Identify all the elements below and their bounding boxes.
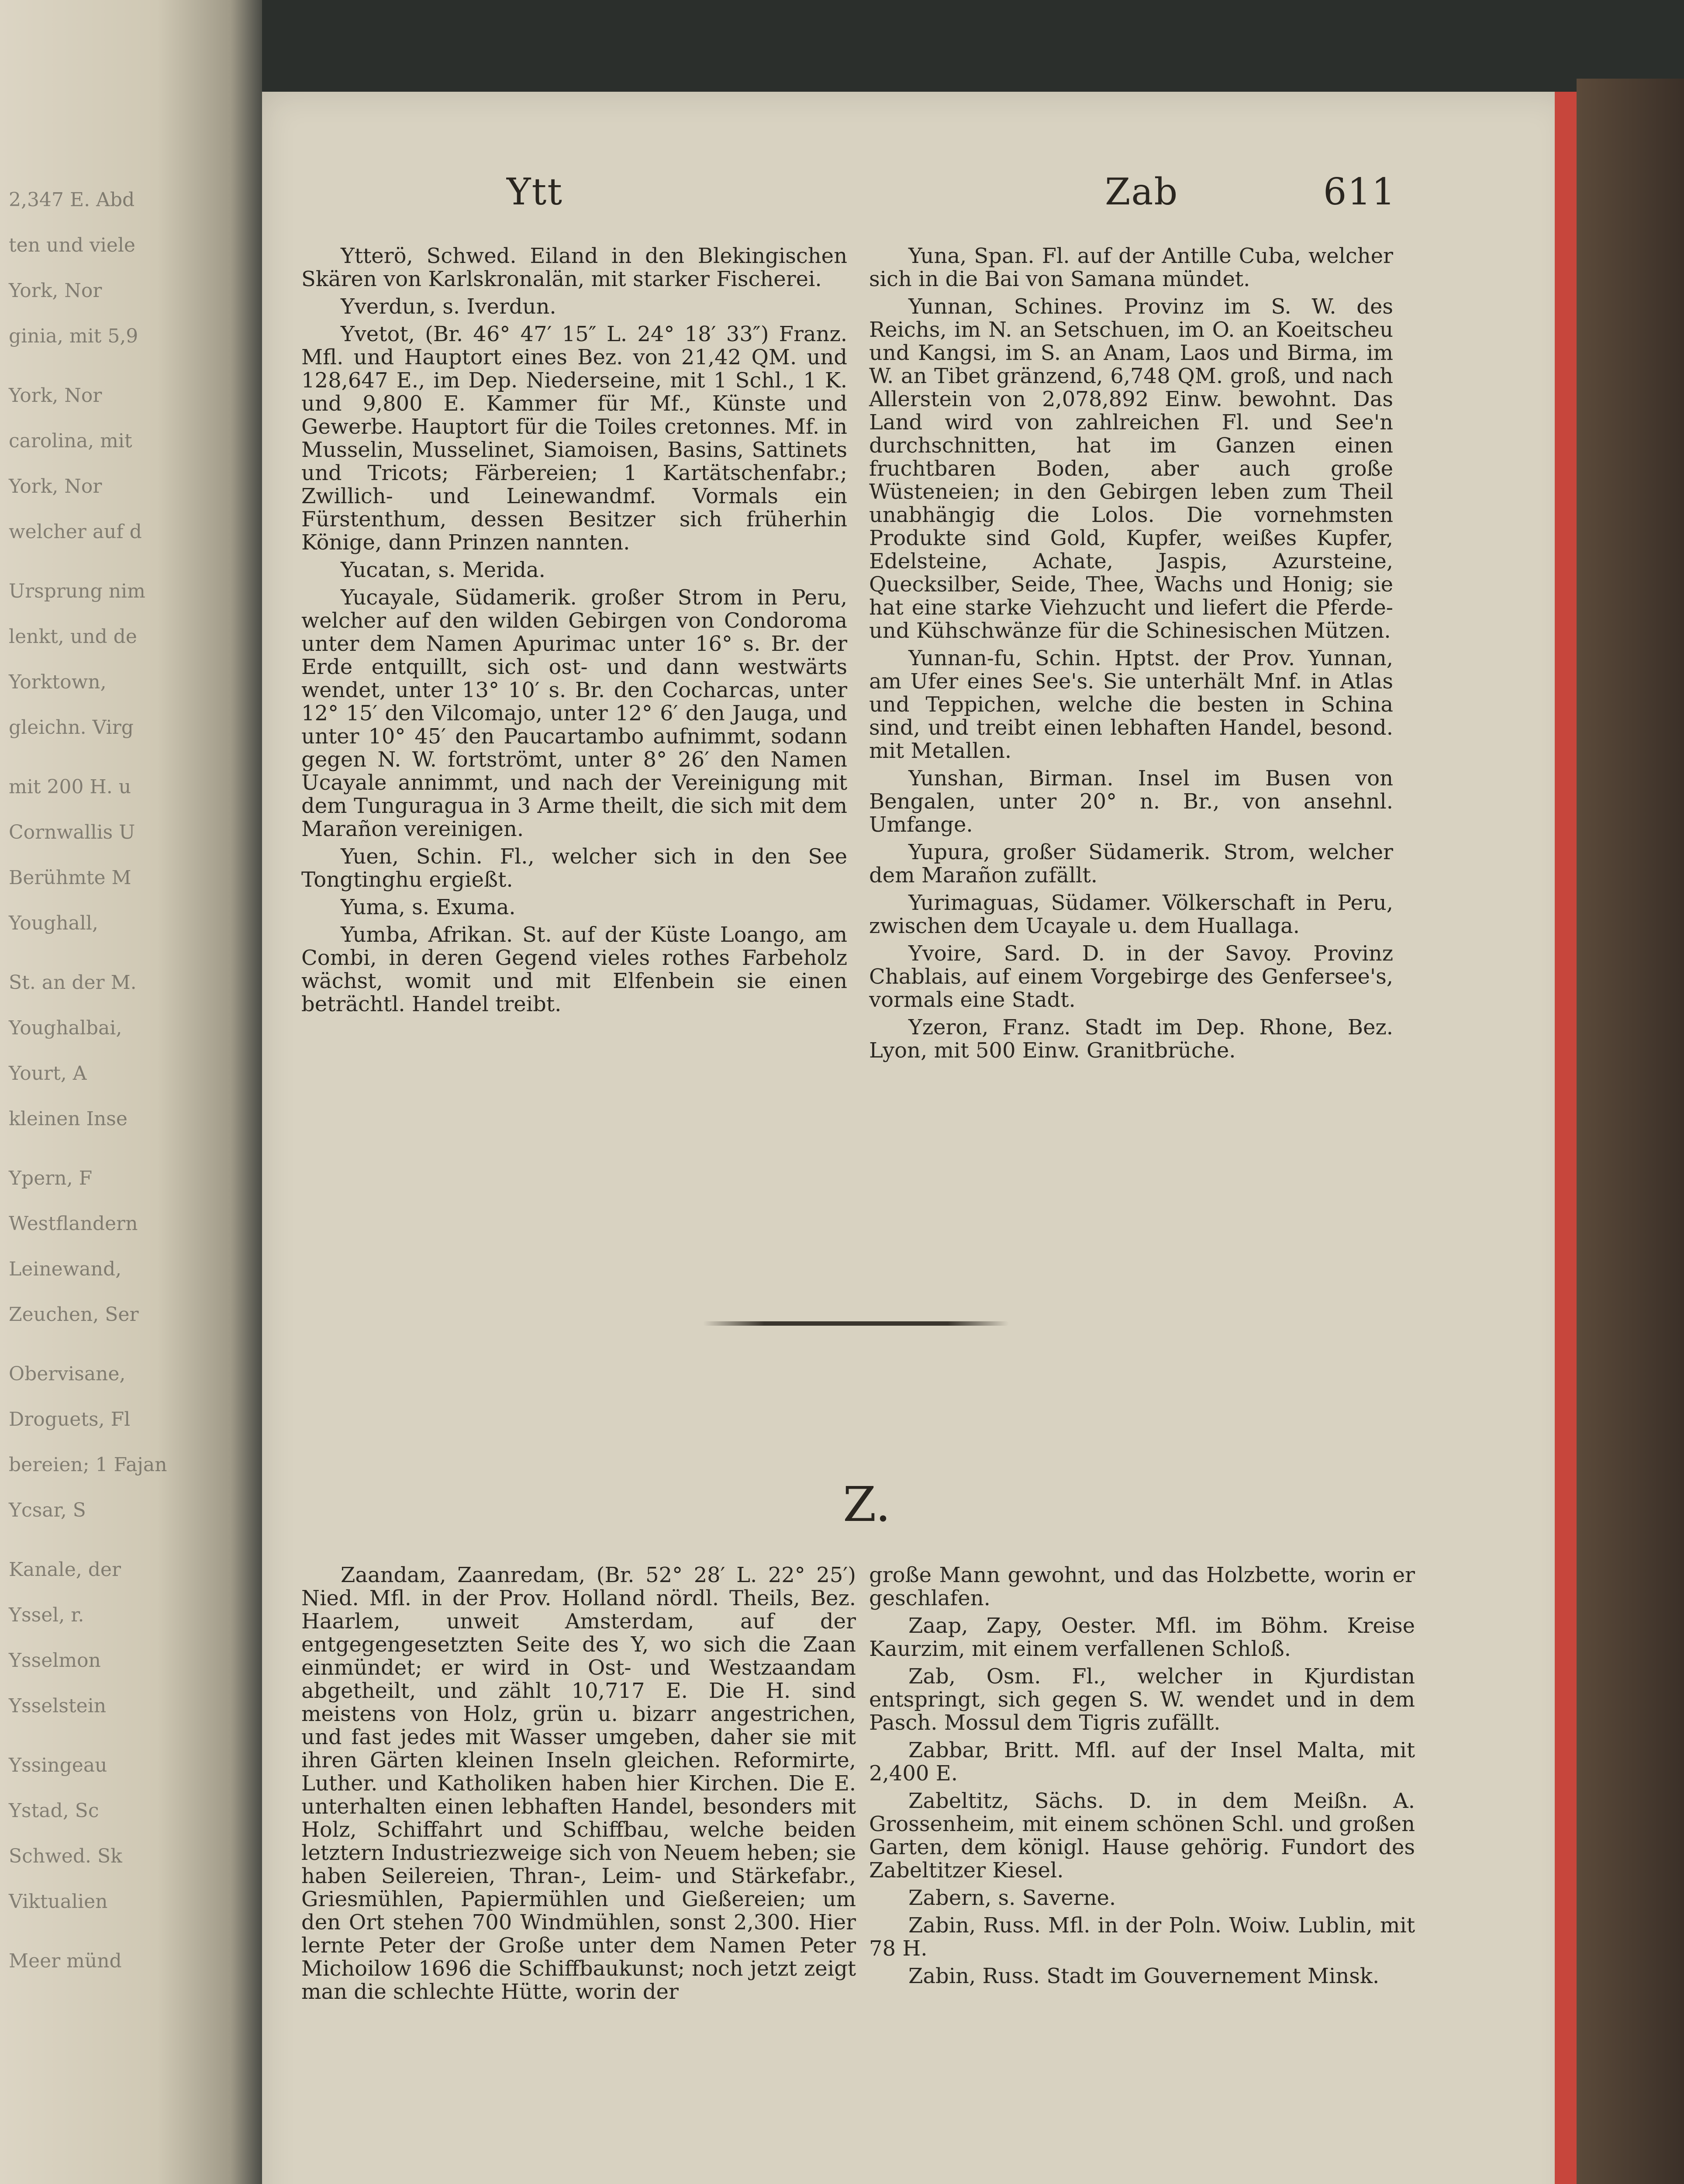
left-page-line: gleichn. Virg — [9, 716, 134, 739]
left-page-line: Cornwallis U — [9, 821, 135, 843]
entry-yupura: Yupura, großer Südamerik. Strom, welcher dem Marañon zufällt. — [869, 840, 1393, 888]
left-page-line: kleinen Inse — [9, 1108, 128, 1130]
entry-zabern: Zabern, s. Saverne. — [908, 1886, 1116, 1910]
entry-yunshan: Yunshan, Birman. Insel im Busen von Bengalen, unter 20° n. Br., von ansehnl. Umfange. — [869, 766, 1393, 837]
left-page-line: Leinewand, — [9, 1258, 122, 1280]
header-left-guideword: Ytt — [507, 170, 563, 213]
left-page-line: Yorktown, — [9, 671, 107, 693]
column-2 — [869, 245, 1393, 1067]
left-page-text — [9, 188, 253, 1994]
entry-yvetot: Yvetot, (Br. 46° 47′ 15″ L. 24° 18′ 33″) Franz. Mfl. und Hauptort eines Bez. von 21,42 QM. und 128,647 E., im Dep. Niederseine, mit 1 Schl., 1 K. und 9,800 E. Kammer für Mf., Künste und Gewerbe. Hauptort für die Toiles cretonnes. Mf. in Musselin, Musselinet, Siamoisen, Basins, Sattinets und Tricots; Färbereien; 1 Kartätschenfabr.; Zwillich- und Leinewandmf. Vormals ein Fürstenthum, dessen Besitzer sich früherhin Könige, dann Prinzen nannten. — [301, 322, 847, 555]
entry-zabin-lublin: Zabin, Russ. Mfl. in der Poln. Woiw. Lublin, mit 78 H. — [869, 1913, 1415, 1961]
entry-zaandam-continued: große Mann gewohnt, und das Holzbette, worin er geschlafen. — [869, 1563, 1415, 1610]
section-letter: Z. — [843, 1476, 891, 1532]
entry-yuma: Yuma, s. Exuma. — [341, 895, 516, 919]
entry-yucayale: Yucayale, Südamerik. großer Strom in Peru, welcher auf den wilden Gebirgen von Condoroma unter dem Namen Apurimac unter 16° s. Br. der Erde entquillt, sich ost- und dann westwärts wendet, unter 13° 10′ s. Br. den Cocharcas, unter 12° 15′ den Vilcomajo, unter 12° 6′ den Jauga, und unter 10° 45′ den Paucartambo aufnimmt, sodann gegen N. W. fortströmt, unter 8° 26′ den Namen Ucayale annimmt, und nach der Vereinigung mit dem Tunguragua in 3 Arme theilt, die sich mit dem Marañon vereinigen. — [301, 585, 847, 841]
entry-yvoire: Yvoire, Sard. D. in der Savoy. Provinz Chablais, auf einem Vorgebirge des Genfersee's, vormals eine Stadt. — [869, 941, 1393, 1012]
entry-yucatan: Yucatan, s. Merida. — [341, 558, 545, 582]
left-page-line: Meer münd — [9, 1950, 122, 1972]
left-page-line: carolina, mit — [9, 430, 132, 452]
left-page-line: Obervisane, — [9, 1363, 126, 1385]
left-page-line: Ycsar, S — [9, 1499, 86, 1521]
column-4 — [869, 1564, 1415, 1992]
left-page-line: York, Nor — [9, 475, 102, 498]
entry-zabbar: Zabbar, Britt. Mfl. auf der Insel Malta, mit 2,400 E. — [869, 1738, 1415, 1786]
left-page-line: mit 200 H. u — [9, 776, 131, 798]
left-page-line: York, Nor — [9, 384, 102, 407]
book-cover-board — [1577, 79, 1684, 2184]
left-page-line: Zeuchen, Ser — [9, 1303, 139, 1326]
red-page-edge — [1555, 92, 1577, 2184]
left-page-line: Schwed. Sk — [9, 1845, 122, 1867]
left-page-line: Droguets, Fl — [9, 1408, 131, 1431]
left-page-line: Viktualien — [9, 1890, 108, 1913]
entry-yverdun: Yverdun, s. Iverdun. — [341, 294, 556, 319]
left-page-line: Yssel, r. — [9, 1604, 84, 1626]
left-page-line: St. an der M. — [9, 971, 137, 994]
entry-zaap: Zaap, Zapy, Oester. Mfl. im Böhm. Kreise Kaurzim, mit einem verfallenen Schloß. — [869, 1614, 1415, 1661]
left-page-line: Youghalbai, — [9, 1017, 122, 1039]
left-page-line: lenkt, und de — [9, 625, 137, 648]
left-page-edge — [0, 0, 262, 2184]
left-page-line: Westflandern — [9, 1213, 138, 1235]
entry-yurimaguas: Yurimaguas, Südamer. Völkerschaft in Peru, zwischen dem Ucayale u. dem Huallaga. — [869, 891, 1393, 938]
left-page-line: ginia, mit 5,9 — [9, 325, 138, 347]
column-3 — [301, 1564, 856, 2008]
header-right-guideword: Zab — [1105, 170, 1179, 213]
entry-yuen: Yuen, Schin. Fl., welcher sich in den See Tongtinghu ergießt. — [301, 844, 847, 892]
entry-zabeltitz: Zabeltitz, Sächs. D. in dem Meißn. A. Grossenheim, mit einem schönen Schl. und großen Garten, dem königl. Hause gehörig. Fundort des Zabeltitzer Kiesel. — [869, 1789, 1415, 1883]
left-page-line: Kanale, der — [9, 1559, 121, 1581]
page-number: 611 — [1323, 170, 1396, 213]
entry-yuna: Yuna, Span. Fl. auf der Antille Cuba, welcher sich in die Bai von Samana mündet. — [869, 244, 1393, 291]
left-page-line: Ypern, F — [9, 1167, 93, 1189]
left-page-line: Yssingeau — [9, 1754, 107, 1776]
left-page-line: Ysselstein — [9, 1695, 107, 1717]
left-page-line: Ysselmon — [9, 1649, 101, 1672]
left-page-line: Ystad, Sc — [9, 1800, 99, 1822]
column-1 — [301, 245, 847, 1020]
entry-yunnan-fu: Yunnan-fu, Schin. Hptst. der Prov. Yunnan, am Ufer eines See's. Sie unterhält Mnf. in Atlas und Teppichen, welche die besten in Schina sind, und treibt einen lebhaften Handel, besond. mit Metallen. — [869, 646, 1393, 763]
entry-yunnan: Yunnan, Schines. Provinz im S. W. des Reichs, im N. an Setschuen, im O. an Koeitscheu und Kangsi, im S. an Anam, Laos und Birma, im W. an Tibet gränzend, 6,748 QM. groß, und nach Allerstein von 2,078,892 Einw. bewohnt. Das Land wird von zahlreichen Fl. und See'n durchschnitten, hat im Ganzen einen fruchtbaren Boden, aber auch große Wüsteneien; in den Gebirgen leben zum Theil unabhängig die Lolos. Die vornehmsten Produkte sind Gold, Kupfer, weißes Kupfer, Edelsteine, Achate, Jaspis, Azursteine, Quecksilber, Seide, Thee, Wachs und Honig; sie hat eine starke Viehzucht und liefert die Pferde- und Kühschwänze für die Schinesischen Mützen. — [869, 294, 1393, 643]
section-divider — [703, 1321, 1009, 1326]
entry-zab: Zab, Osm. Fl., welcher in Kjurdistan entspringt, sich gegen S. W. wendet und in dem Pasch. Mossul dem Tigris zufällt. — [869, 1664, 1415, 1735]
left-page-line: Youghall, — [9, 912, 98, 934]
entry-ytteroe: Ytterö, Schwed. Eiland in den Blekingischen Skären von Karlskronalän, mit starker Fischerei. — [301, 244, 847, 291]
entry-yzeron: Yzeron, Franz. Stadt im Dep. Rhone, Bez. Lyon, mit 500 Einw. Granitbrüche. — [869, 1015, 1393, 1063]
left-page-line: Yourt, A — [9, 1062, 87, 1085]
left-page-line: Ursprung nim — [9, 580, 145, 602]
entry-zaandam: Zaandam, Zaanredam, (Br. 52° 28′ L. 22° 25′) Nied. Mfl. in der Prov. Holland nördl. Theils, Bez. Haarlem, unweit Amsterdam, auf der entgegengesetzten Seite des Y, wo sich die Zaan einmündet; er wird in Ost- und Westzaandam abgetheilt, und zählt 10,717 E. Die H. sind meistens von Holz, grün u. bizarr angestrichen, und fast jedes mit Wasser umgeben, daher sie mit ihren Gärten kleinen Inseln gleichen. Reformirte, Luther. und Katholiken haben hier Kirchen. Die E. unterhalten einen lebhaften Handel, besonders mit Holz, Schiffahrt und Schiffbau, welche beiden letztern Industriezweige sich von Neuem heben; sie haben Seilereien, Thran-, Leim- und Stärkefabr., Griesmühlen, Papiermühlen und Gießereien; um den Ort stehen 700 Windmühlen, sonst 2,300. Hier lernte Peter der Große unter dem Namen Peter Michoilow 1696 die Schiffbaukunst; noch jetzt zeigt man die schlechte Hütte, worin der — [301, 1563, 856, 2004]
left-page-line: York, Nor — [9, 280, 102, 302]
entry-zabin-minsk: Zabin, Russ. Stadt im Gouvernement Minsk. — [908, 1964, 1380, 1988]
left-page-line: ten und viele — [9, 234, 135, 256]
left-page-line: welcher auf d — [9, 521, 142, 543]
left-page-line: bereien; 1 Fajan — [9, 1454, 167, 1476]
left-page-line: 2,347 E. Abd — [9, 189, 135, 211]
left-page-line: Berühmte M — [9, 867, 131, 889]
entry-yumba: Yumba, Afrikan. St. auf der Küste Loango, am Combi, in deren Gegend vieles rothes Farbeholz wächst, womit und mit Elfenbein sie einen beträchtl. Handel treibt. — [301, 923, 847, 1016]
